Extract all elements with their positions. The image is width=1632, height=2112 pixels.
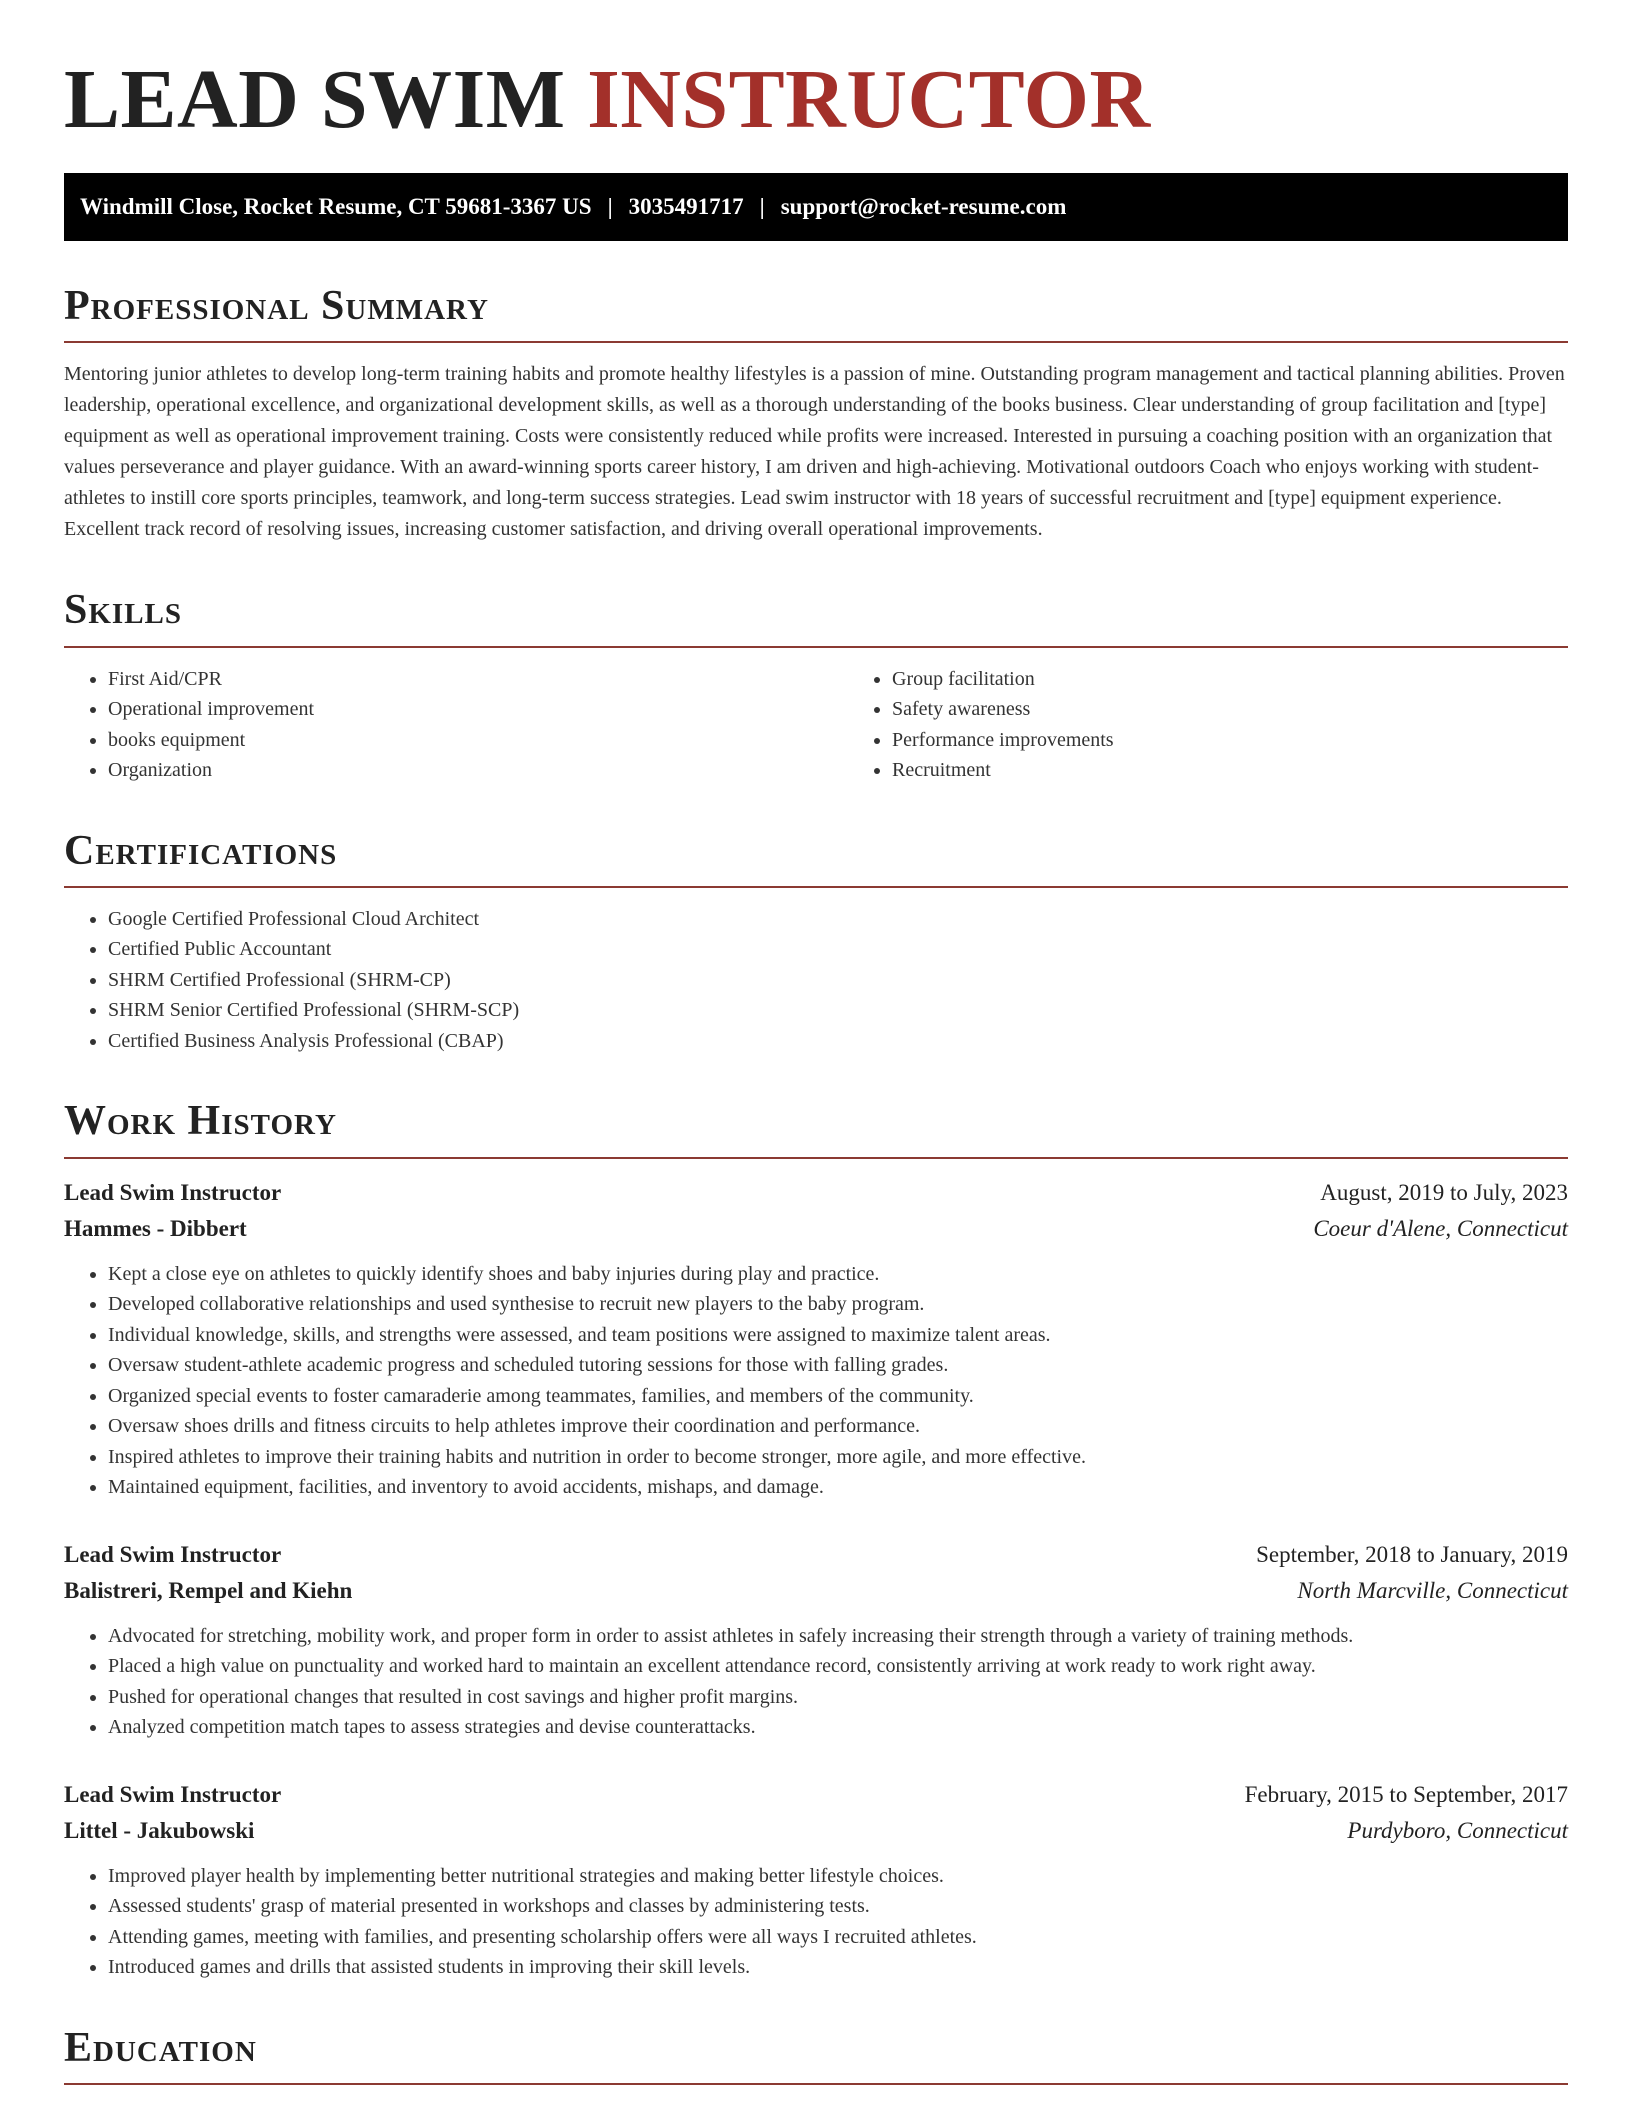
- job-bullets: [64, 1259, 1568, 1503]
- skill-item: • Performance improvements: [892, 725, 1114, 756]
- job-location: Purdyboro, Connecticut: [1347, 1817, 1568, 1843]
- job-bullet: • Kept a close eye on athletes to quickly identify shoes and baby injuries during play and practice.: [108, 1259, 1568, 1290]
- job-header-row: [64, 1777, 1568, 1813]
- job-title: Lead Swim Instructor: [64, 1541, 282, 1567]
- contact-separator: |: [759, 193, 765, 219]
- skill-item: • Recruitment: [892, 755, 1114, 786]
- summary-section: [64, 281, 1568, 545]
- name-accent: INSTRUCTOR: [587, 53, 1151, 146]
- job-bullet: • Inspired athletes to improve their training habits and nutrition in order to become stronger, more agile, and more effective.: [108, 1442, 1568, 1473]
- job-company-row: [64, 1211, 1568, 1247]
- skills-list-left: [64, 664, 848, 786]
- job-bullet: • Placed a high value on punctuality and worked hard to maintain an excellent attendance record, consistently arriving at work ready to work right away.: [108, 1651, 1568, 1682]
- skills-list-right: [848, 664, 1114, 786]
- job-company-row: [64, 1813, 1568, 1849]
- name-primary: LEAD SWIM: [64, 53, 566, 146]
- skill-item: • Organization: [108, 755, 848, 786]
- job-entry: [64, 1777, 1568, 1983]
- certification-item: • Certified Public Accountant: [108, 934, 1568, 965]
- job-location: Coeur d'Alene, Connecticut: [1313, 1215, 1568, 1241]
- section-title-education: Education: [64, 2023, 1568, 2085]
- skill-item: • books equipment: [108, 725, 848, 756]
- job-entry: [64, 1175, 1568, 1503]
- skill-item: • Operational improvement: [108, 694, 848, 725]
- job-company-row: [64, 1573, 1568, 1609]
- job-bullet: • Individual knowledge, skills, and strengths were assessed, and team positions were assigned to maximize talent areas.: [108, 1320, 1568, 1351]
- job-bullets: [64, 1861, 1568, 1983]
- job-bullet: • Assessed students' grasp of material presented in workshops and classes by administering tests.: [108, 1891, 1568, 1922]
- job-header-row: [64, 1175, 1568, 1211]
- section-title-certifications: Certifications: [64, 826, 1568, 888]
- job-bullet: • Maintained equipment, facilities, and inventory to avoid accidents, mishaps, and damage.: [108, 1472, 1568, 1503]
- work-history-section: [64, 1096, 1568, 1982]
- job-dates: February, 2015 to September, 2017: [1244, 1781, 1568, 1807]
- job-bullet: • Attending games, meeting with families, and presenting scholarship offers were all ways I recruited athletes.: [108, 1922, 1568, 1953]
- certification-item: • SHRM Senior Certified Professional (SHRM-SCP): [108, 995, 1568, 1026]
- job-company: Littel - Jakubowski: [64, 1817, 255, 1843]
- section-title-work-history: Work History: [64, 1096, 1568, 1158]
- contact-separator: |: [607, 193, 613, 219]
- job-bullet: • Oversaw shoes drills and fitness circuits to help athletes improve their coordination and performance.: [108, 1411, 1568, 1442]
- section-title-summary: Professional Summary: [64, 281, 1568, 343]
- job-bullet: • Improved player health by implementing better nutritional strategies and making better lifestyle choices.: [108, 1861, 1568, 1892]
- skill-item: • Safety awareness: [892, 694, 1114, 725]
- education-section: [64, 2023, 1568, 2085]
- job-bullet: • Oversaw student-athlete academic progress and scheduled tutoring sessions for those with falling grades.: [108, 1350, 1568, 1381]
- job-bullet: • Advocated for stretching, mobility work, and proper form in order to assist athletes in safely increasing their strength through a variety of training methods.: [108, 1621, 1568, 1652]
- certifications-list: [64, 904, 1568, 1057]
- job-title: Lead Swim Instructor: [64, 1179, 282, 1205]
- summary-text: Mentoring junior athletes to develop long-term training habits and promote healthy lifestyles is a passion of mine. Outstanding program management and tactical planning abilities. Proven leadership, operational excellence, and organizational development skills, as well as a thorough understanding of the books business. Clear understanding of group facilitation and [type] equipment as well as operational improvement training. Costs were consistently reduced while profits were increased. Interested in pursuing a coaching position with an organization that values perseverance and player guidance. With an award-winning sports career history, I am driven and high-achieving. Motivational outdoors Coach who enjoys working with student-athletes to instill core sports principles, teamwork, and long-term success strategies. Lead swim instructor with 18 years of successful recruitment and [type] equipment experience. Excellent track record of resolving issues, increasing customer satisfaction, and driving overall operational improvements.: [64, 363, 1565, 541]
- skills-grid: [64, 648, 1568, 786]
- skills-section: [64, 585, 1568, 785]
- job-title: Lead Swim Instructor: [64, 1781, 282, 1807]
- job-bullet: • Developed collaborative relationships and used synthesise to recruit new players to the baby program.: [108, 1289, 1568, 1320]
- resume-name: [64, 50, 1568, 151]
- certifications-section: [64, 826, 1568, 1057]
- skill-item: • First Aid/CPR: [108, 664, 848, 695]
- certification-item: • Google Certified Professional Cloud Architect: [108, 904, 1568, 935]
- section-title-skills: Skills: [64, 585, 1568, 647]
- job-company: Hammes - Dibbert: [64, 1215, 247, 1241]
- job-bullet: • Pushed for operational changes that resulted in cost savings and higher profit margins.: [108, 1682, 1568, 1713]
- job-bullets: [64, 1621, 1568, 1743]
- job-company: Balistreri, Rempel and Kiehn: [64, 1577, 353, 1603]
- skill-item: • Group facilitation: [892, 664, 1114, 695]
- job-dates: August, 2019 to July, 2023: [1320, 1179, 1568, 1205]
- contact-email: support@rocket-resume.com: [780, 193, 1067, 219]
- job-bullet: • Introduced games and drills that assisted students in improving their skill levels.: [108, 1952, 1568, 1983]
- job-location: North Marcville, Connecticut: [1297, 1577, 1568, 1603]
- contact-address: Windmill Close, Rocket Resume, CT 59681-3367 US: [80, 193, 592, 219]
- job-bullet: • Organized special events to foster camaraderie among teammates, families, and members of the community.: [108, 1381, 1568, 1412]
- job-dates: September, 2018 to January, 2019: [1256, 1541, 1568, 1567]
- job-entry: [64, 1537, 1568, 1743]
- contact-bar: [64, 173, 1568, 241]
- certification-item: • Certified Business Analysis Professional (CBAP): [108, 1026, 1568, 1057]
- certification-item: • SHRM Certified Professional (SHRM-CP): [108, 965, 1568, 996]
- contact-phone: 3035491717: [628, 193, 744, 219]
- job-bullet: • Analyzed competition match tapes to assess strategies and devise counterattacks.: [108, 1712, 1568, 1743]
- job-header-row: [64, 1537, 1568, 1573]
